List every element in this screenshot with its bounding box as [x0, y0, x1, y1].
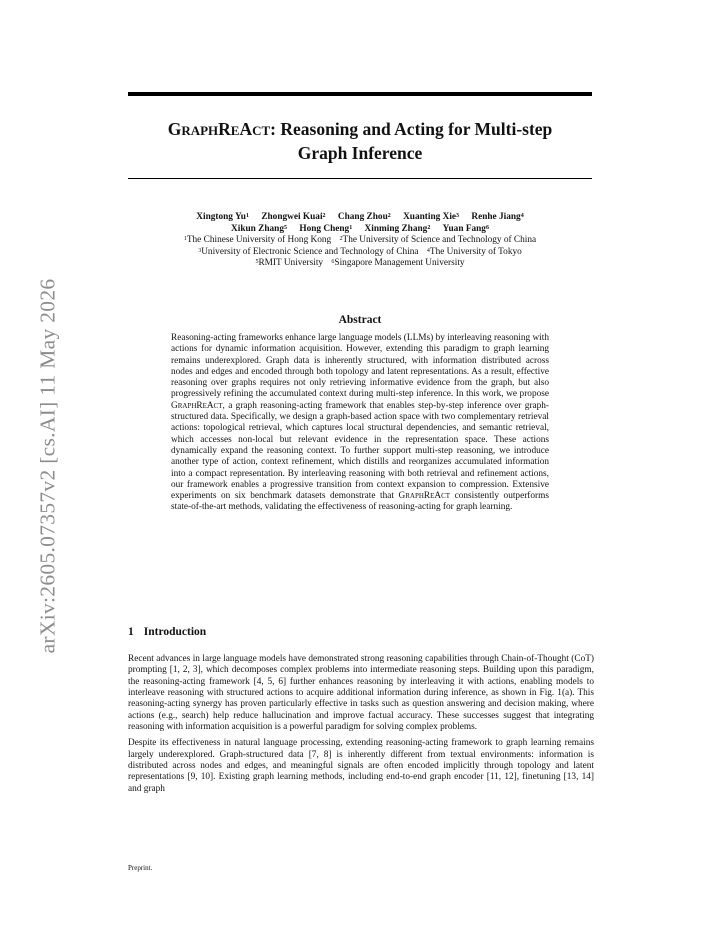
section-heading — [128, 626, 206, 638]
page-footer: Preprint. — [128, 864, 153, 872]
affiliation-row-2 — [110, 247, 610, 259]
author: Renhe Jiang$^4$ — [471, 212, 524, 222]
title-rest-line1: : Reasoning and Acting for Multi-step — [270, 119, 553, 139]
author: Xinming Zhang$^2$ — [364, 223, 431, 234]
author: Xikun Zhang$^5$ — [231, 223, 288, 234]
affiliation-row-1 — [110, 235, 610, 247]
title-line-1 — [128, 118, 592, 142]
affiliation: $^4$The University of Tokyo — [426, 246, 522, 257]
paragraph: Recent advances in large language models have demonstrated strong reasoning capabilities through Chain-of-Thought (CoT) prompting [1, 2, 3], which decomposes complex problems into intermediate reasoning steps. Building upon this paradigm, the reasoning-acting framework [4, 5, 6] further enhances reasoning by interleaving it with actions, enabling models to interleave reasoning with structured actions to acquire additional information during inference, as shown in Fig. 1(a). This reasoning-acting synergy has proven particularly effective in tasks such as question answering and decision making, where actions (e.g., search) help reduce hallucination and improve factual accuracy. These successes suggest that integrating reasoning with information acquisition is a powerful paradigm for solving complex problems. — [128, 654, 594, 733]
author-names-row-1 — [110, 212, 610, 224]
affiliation: $^5$RMIT University — [255, 258, 324, 269]
author-names-row-2 — [110, 224, 610, 236]
section-title: Introduction — [143, 626, 207, 638]
title-method-ct: CT — [252, 123, 271, 138]
title-method-raph: RAPH — [181, 123, 219, 138]
abstract-heading: Abstract — [338, 314, 382, 326]
section-body — [128, 654, 594, 800]
author: Hong Cheng$^1$ — [299, 223, 353, 234]
author: Yuan Fang$^6$ — [442, 223, 489, 234]
paper-title — [128, 118, 592, 164]
affiliation: $^6$Singapore Management University — [331, 258, 465, 269]
method-name: GraphReAct — [398, 491, 451, 502]
author: Xuanting Xie$^3$ — [403, 212, 460, 222]
section-number: 1 — [128, 626, 134, 638]
title-bottom-rule — [128, 178, 592, 179]
affiliation: $^3$University of Electronic Science and Technology of China — [198, 246, 419, 257]
arxiv-identifier-text: arXiv:2605.07357v2 [cs.AI] 11 May 2026 — [35, 278, 60, 654]
title-method-e: E — [230, 123, 240, 138]
method-name: GraphReAct — [171, 400, 223, 411]
author: Chang Zhou$^2$ — [337, 212, 391, 222]
title-line-2: Graph Inference — [297, 143, 423, 163]
author-block — [110, 212, 610, 270]
author: Xingtong Yu$^1$ — [196, 212, 249, 222]
affiliation: $^2$The University of Science and Technology of China — [339, 235, 537, 246]
affiliation: $^1$The Chinese University of Hong Kong — [183, 235, 332, 246]
abstract-text: Reasoning-acting frameworks enhance large language models (LLMs) by interleaving reasoning with actions for dynamic information acquisition. However, extending this paradigm to graph learning remains underexplored. Graph data is inherently structured, with information distributed across nodes and edges and encoded through both topology and latent representations. As a result, effective reasoning over graphs requires not only retrieving informative evidence from the graph, but also progressively refining the accumulated context during multi-step inference. In this work, we propose GraphReAct, a graph reasoning-acting framework that enables step-by-step inference over graph-structured data. Specifically, we design a graph-based action space with two complementary retrieval actions: topological retrieval, which captures local structural dependencies, and semantic retrieval, which accesses non-local but relevant evidence in the representation space. These actions dynamically expand the reasoning context. To further support multi-step reasoning, we introduce another type of action, context refinement, which distills and reorganizes accumulated information into a compact representation. By interleaving reasoning with both retrieval and refinement actions, our framework enables a progressive transition from context expansion to compression. Extensive experiments on six benchmark datasets demonstrate that GraphReAct consistently outperforms state-of-the-art methods, validating the effectiveness of reasoning-acting for graph learning. — [171, 333, 549, 513]
title-method-r: R — [218, 119, 231, 139]
author: Zhongwei Kuai$^2$ — [261, 212, 326, 222]
title-method-g: G — [167, 119, 182, 139]
title-method-a: A — [239, 119, 253, 139]
paragraph: Despite its effectiveness in natural language processing, extending reasoning-acting framework to graph learning remains largely underexplored. Graph-structured data [7, 8] is inherently different from textual environments: information is distributed across nodes and edges, and meaningful signals are often encoded implicitly through topology and latent representations [9, 10]. Existing graph learning methods, including end-to-end graph encoder [11, 12], finetuning [13, 14] and graph — [128, 738, 594, 794]
title-top-rule — [128, 92, 592, 96]
affiliation-row-3 — [110, 258, 610, 270]
